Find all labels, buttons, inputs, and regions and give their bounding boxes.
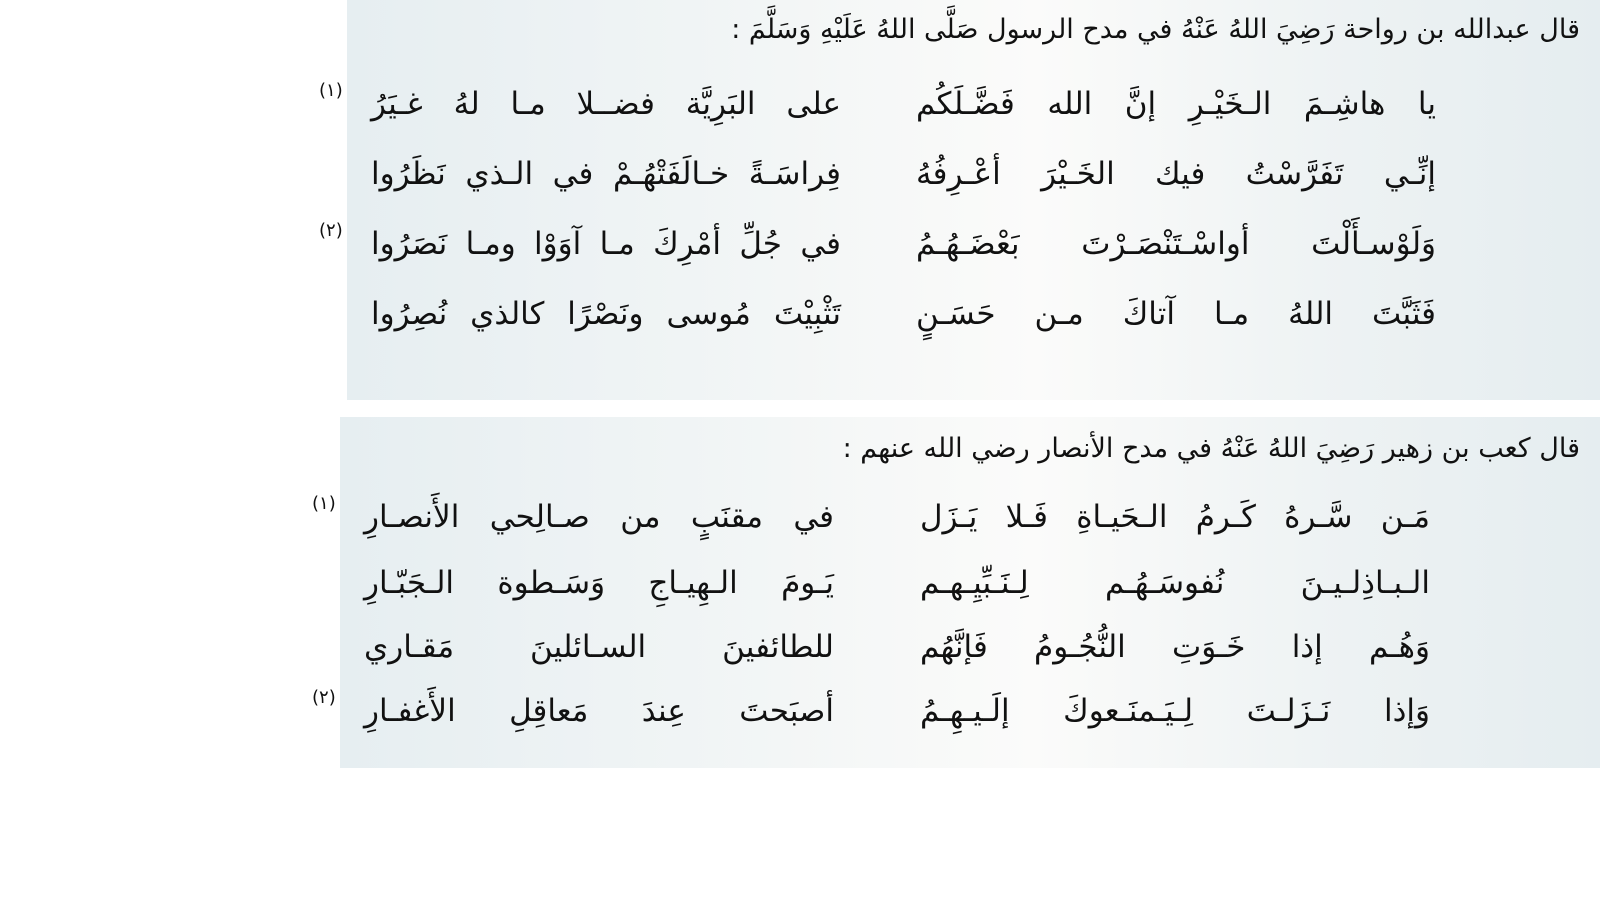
verse-second-hemistich (364, 629, 834, 665)
verse-second-hemistich-text: أصبَحتَ عِندَ مَعاقِلِ الأَغفـارِ (364, 693, 834, 729)
verse-first-hemistich: فَثَبَّتَ اللهُ مـا آتاكَ مـن حَسَـنٍ (916, 296, 1436, 332)
verse-first-hemistich: الـبـاذِلـيـنَ نُفوسَـهُـم لِـنَـبِّيِـهـم (920, 565, 1430, 601)
verse-second-hemistich (364, 565, 834, 601)
poem-panel-ibn-rawaha (319, 0, 1600, 400)
footnote-marker: (١) (312, 493, 336, 514)
poem-panel-kaab-ibn-zuhair (312, 417, 1600, 768)
verse-line (371, 296, 1436, 346)
verse-second-hemistich-text: للطائفينَ السـائلينَ مَقـاري (364, 629, 834, 665)
verse-second-hemistich (319, 220, 841, 262)
verse-second-hemistich (312, 687, 834, 729)
footnote-marker: (٢) (319, 220, 343, 241)
verse-first-hemistich: يا هاشِـمَ الـخَيْـرِ إنَّ الله فَضَّـلَكُم (916, 86, 1436, 122)
verse-second-hemistich-text: تَثْبِيْتَ مُوسى ونَصْرًا كالذي نُصِرُوا (371, 296, 841, 332)
verse-first-hemistich: إنِّـي تَفَرَّسْتُ فيك الخَـيْرَ أعْـرِفُهُ (916, 156, 1436, 192)
verse-second-hemistich-text: على البَرِيَّة فضــلا مـا لهُ غـيَرُ (371, 86, 841, 122)
verse-first-hemistich: وَهُـم إذا خَـوَتِ النُّجُـومُ فَإنَّهُم (920, 629, 1430, 665)
verse-second-hemistich (371, 296, 841, 332)
footnote-marker: (١) (319, 80, 343, 101)
verse-second-hemistich (319, 80, 841, 122)
verse-second-hemistich (371, 156, 841, 192)
verse-second-hemistich-text: يَـومَ الـهِيـاجِ وَسَـطوة الـجَبّـارِ (364, 565, 834, 601)
verse-second-hemistich-text: في جُلِّ أمْرِكَ مـا آوَوْا ومـا نَصَرُوا (371, 226, 841, 262)
poem-intro: قال كعب بن زهير رَضِيَ اللهُ عَنْهُ في مدح الأنصار رضي الله عنهم : (842, 433, 1580, 464)
verse-line (364, 565, 1430, 615)
verse-line (319, 220, 1436, 276)
verse-line (364, 629, 1430, 679)
verse-line (312, 687, 1430, 743)
verse-second-hemistich (312, 493, 834, 535)
verse-line (312, 493, 1430, 549)
verse-line (319, 80, 1436, 136)
verse-first-hemistich: وَلَوْسـأَلْتَ أواسْـتَنْصَـرْتَ بَعْضَـهُـمُ (916, 226, 1436, 262)
verse-second-hemistich-text: في مقنَبٍ من صـالِحي الأَنصـارِ (364, 499, 834, 535)
poem-intro: قال عبدالله بن رواحة رَضِيَ اللهُ عَنْهُ في مدح الرسول صَلَّى اللهُ عَلَيْهِ وَسَلَّمَ : (731, 14, 1580, 45)
verse-first-hemistich: مَـن سَّـرهُ كَـرمُ الـحَيـاةِ فَـلا يَـزَل (920, 499, 1430, 535)
footnote-marker: (٢) (312, 687, 336, 708)
verse-line (371, 156, 1436, 206)
verse-first-hemistich: وَإذا نَـزَلـتَ لِـيَـمنَـعوكَ إلَـيـهِـمُ (920, 693, 1430, 729)
verse-second-hemistich-text: فِراسَـةً خـالَفَتْهُـمْ في الـذي نَظَرُوا (371, 156, 841, 192)
